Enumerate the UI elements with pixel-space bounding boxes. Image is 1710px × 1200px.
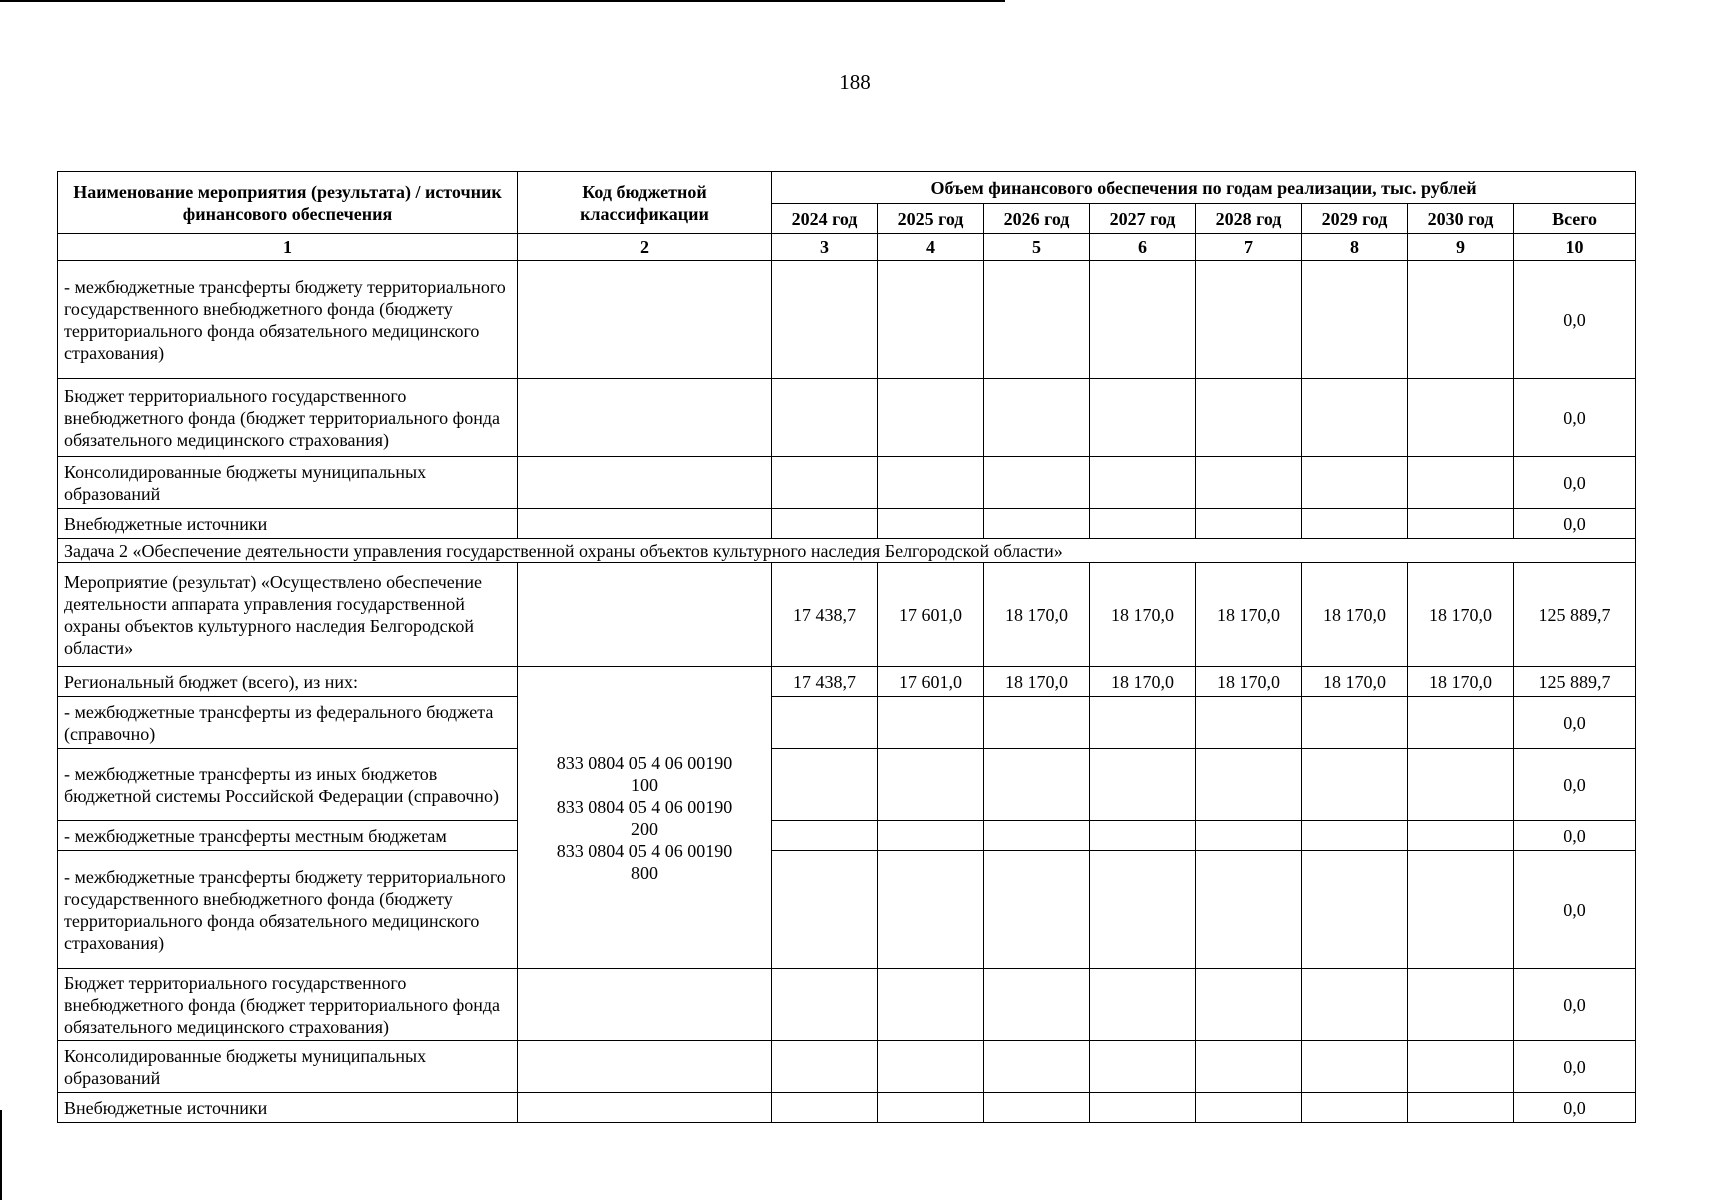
year-value: [1090, 509, 1196, 539]
year-value: [1196, 457, 1302, 509]
row-code: [518, 563, 772, 667]
year-value: [878, 1093, 984, 1123]
budget-code-line: 100: [631, 774, 658, 795]
table-row: [58, 667, 1636, 697]
year-value: [878, 697, 984, 749]
year-value: [1090, 1093, 1196, 1123]
header-code: Код бюджетной классификации: [518, 172, 772, 234]
year-value: [1302, 851, 1408, 969]
year-value: [1196, 379, 1302, 457]
financing-table: [57, 171, 1636, 1123]
year-value: [984, 1041, 1090, 1093]
year-value: [878, 821, 984, 851]
table-row: [58, 749, 1636, 821]
year-value: [1090, 969, 1196, 1041]
header-year: 2027 год: [1090, 204, 1196, 234]
year-value: 17 601,0: [878, 563, 984, 667]
year-value: [984, 261, 1090, 379]
year-value: [984, 697, 1090, 749]
header-year: 2026 год: [984, 204, 1090, 234]
year-value: [1196, 851, 1302, 969]
header-year: 2029 год: [1302, 204, 1408, 234]
year-value: 18 170,0: [984, 563, 1090, 667]
total-value: 0,0: [1514, 379, 1636, 457]
year-value: [1302, 749, 1408, 821]
page-number: 188: [839, 70, 871, 94]
year-value: [1196, 261, 1302, 379]
row-name: Консолидированные бюджеты муниципальных образований: [58, 1041, 518, 1093]
year-value: [1302, 1093, 1408, 1123]
column-number: 1: [58, 234, 518, 261]
task-title: Задача 2 «Обеспечение деятельности управления государственной охраны объектов культурного наследия Белгородской области»: [58, 539, 1636, 563]
total-value: 125 889,7: [1514, 667, 1636, 697]
header-total: Всего: [1514, 204, 1636, 234]
budget-code-line: 833 0804 05 4 06 00190: [556, 840, 733, 861]
year-value: [772, 1041, 878, 1093]
total-value: 0,0: [1514, 1093, 1636, 1123]
year-value: [984, 821, 1090, 851]
budget-code-line: 200: [631, 818, 658, 839]
year-value: [878, 851, 984, 969]
year-value: [1090, 261, 1196, 379]
year-value: [1090, 749, 1196, 821]
year-value: [1090, 457, 1196, 509]
row-name: - межбюджетные трансферты бюджету территориального государственного внебюджетного фонда (бюджету территориального фонда обязательного медицинского страхования): [58, 261, 518, 379]
year-value: [1196, 1041, 1302, 1093]
year-value: 18 170,0: [1408, 667, 1514, 697]
total-value: 0,0: [1514, 457, 1636, 509]
row-name: - межбюджетные трансферты бюджету территориального государственного внебюджетного фонда (бюджету территориального фонда обязательного медицинского страхования): [58, 851, 518, 969]
table-row: [58, 379, 1636, 457]
row-code: [518, 509, 772, 539]
year-value: [878, 749, 984, 821]
year-value: [772, 1093, 878, 1123]
column-numbers-row: [58, 234, 1636, 261]
year-value: [878, 969, 984, 1041]
year-value: [878, 261, 984, 379]
year-value: [878, 509, 984, 539]
year-value: [1408, 969, 1514, 1041]
column-number: 8: [1302, 234, 1408, 261]
table-row: [58, 1093, 1636, 1123]
row-name: - межбюджетные трансферты из иных бюджетов бюджетной системы Российской Федерации (справочно): [58, 749, 518, 821]
row-name: - межбюджетные трансферты из федерального бюджета (справочно): [58, 697, 518, 749]
row-code: [518, 969, 772, 1041]
year-value: [1408, 1093, 1514, 1123]
row-name: Консолидированные бюджеты муниципальных образований: [58, 457, 518, 509]
year-value: 18 170,0: [1302, 667, 1408, 697]
total-value: 0,0: [1514, 851, 1636, 969]
budget-code-line: 833 0804 05 4 06 00190: [556, 752, 733, 773]
table-row: [58, 969, 1636, 1041]
year-value: [1408, 851, 1514, 969]
table-row: [58, 821, 1636, 851]
year-value: [984, 749, 1090, 821]
year-value: [878, 379, 984, 457]
total-value: 0,0: [1514, 969, 1636, 1041]
total-value: 125 889,7: [1514, 563, 1636, 667]
year-value: [772, 261, 878, 379]
year-value: [1196, 697, 1302, 749]
row-name: Бюджет территориального государственного внебюджетного фонда (бюджет территориального фонда обязательного медицинского страхования): [58, 969, 518, 1041]
year-value: 18 170,0: [1090, 563, 1196, 667]
year-value: [1196, 1093, 1302, 1123]
year-value: 17 601,0: [878, 667, 984, 697]
year-value: [1408, 749, 1514, 821]
total-value: 0,0: [1514, 1041, 1636, 1093]
row-name: - межбюджетные трансферты местным бюджетам: [58, 821, 518, 851]
column-number: 4: [878, 234, 984, 261]
year-value: 17 438,7: [772, 667, 878, 697]
year-value: [772, 379, 878, 457]
total-value: 0,0: [1514, 821, 1636, 851]
total-value: 0,0: [1514, 749, 1636, 821]
row-name: Внебюджетные источники: [58, 1093, 518, 1123]
year-value: 18 170,0: [1196, 667, 1302, 697]
year-value: [1302, 821, 1408, 851]
total-value: 0,0: [1514, 261, 1636, 379]
total-value: 0,0: [1514, 509, 1636, 539]
header-name: Наименование мероприятия (результата) / источник финансового обеспечения: [58, 172, 518, 234]
column-number: 7: [1196, 234, 1302, 261]
row-name: Мероприятие (результат) «Осуществлено обеспечение деятельности аппарата управления государственной охраны объектов культурного наследия Белгородской области»: [58, 563, 518, 667]
header-year: 2030 год: [1408, 204, 1514, 234]
task-row: [58, 539, 1636, 563]
table-row: [58, 1041, 1636, 1093]
year-value: [772, 457, 878, 509]
year-value: [984, 1093, 1090, 1123]
column-number: 2: [518, 234, 772, 261]
year-value: [1302, 697, 1408, 749]
top-border-line: [0, 0, 1005, 2]
year-value: 18 170,0: [1196, 563, 1302, 667]
year-value: [1302, 1041, 1408, 1093]
year-value: 18 170,0: [1408, 563, 1514, 667]
year-value: [1408, 697, 1514, 749]
year-value: [984, 457, 1090, 509]
budget-code-cell: [518, 667, 772, 969]
year-value: [984, 509, 1090, 539]
year-value: [1408, 379, 1514, 457]
year-value: [772, 821, 878, 851]
column-number: 9: [1408, 234, 1514, 261]
year-value: [772, 749, 878, 821]
year-value: [1408, 821, 1514, 851]
row-code: [518, 1093, 772, 1123]
table-row: [58, 851, 1636, 969]
year-value: [1302, 379, 1408, 457]
year-value: [772, 509, 878, 539]
year-value: [772, 969, 878, 1041]
total-value: 0,0: [1514, 697, 1636, 749]
header-year: 2024 год: [772, 204, 878, 234]
year-value: [1090, 821, 1196, 851]
year-value: [1090, 697, 1196, 749]
table-row: [58, 697, 1636, 749]
year-value: [1196, 509, 1302, 539]
table-row: [58, 509, 1636, 539]
year-value: [878, 1041, 984, 1093]
budget-code-line: 833 0804 05 4 06 00190: [556, 796, 733, 817]
row-name: Бюджет территориального государственного внебюджетного фонда (бюджет территориального фонда обязательного медицинского страхования): [58, 379, 518, 457]
year-value: [1408, 457, 1514, 509]
year-value: [1196, 969, 1302, 1041]
row-code: [518, 1041, 772, 1093]
year-value: [1302, 261, 1408, 379]
year-value: [1090, 379, 1196, 457]
column-number: 5: [984, 234, 1090, 261]
year-value: [1302, 509, 1408, 539]
year-value: [1196, 821, 1302, 851]
year-value: 17 438,7: [772, 563, 878, 667]
header-year: 2028 год: [1196, 204, 1302, 234]
year-value: 18 170,0: [1302, 563, 1408, 667]
year-value: [1408, 509, 1514, 539]
year-value: [1090, 1041, 1196, 1093]
table-row: [58, 261, 1636, 379]
year-value: 18 170,0: [1090, 667, 1196, 697]
column-number: 6: [1090, 234, 1196, 261]
row-code: [518, 379, 772, 457]
header-volume: Объем финансового обеспечения по годам реализации, тыс. рублей: [772, 172, 1636, 204]
budget-code-line: 800: [631, 862, 658, 883]
column-number: 3: [772, 234, 878, 261]
year-value: [984, 851, 1090, 969]
year-value: [984, 379, 1090, 457]
row-code: [518, 261, 772, 379]
year-value: [1302, 969, 1408, 1041]
year-value: [1196, 749, 1302, 821]
row-name: Внебюджетные источники: [58, 509, 518, 539]
table-row: [58, 457, 1636, 509]
year-value: [984, 969, 1090, 1041]
table-row: [58, 563, 1636, 667]
row-code: [518, 457, 772, 509]
year-value: [1408, 1041, 1514, 1093]
left-border-line: [0, 1110, 2, 1200]
row-name: Региональный бюджет (всего), из них:: [58, 667, 518, 697]
year-value: [878, 457, 984, 509]
year-value: 18 170,0: [984, 667, 1090, 697]
year-value: [1408, 261, 1514, 379]
year-value: [772, 851, 878, 969]
year-value: [1302, 457, 1408, 509]
year-value: [1090, 851, 1196, 969]
header-year: 2025 год: [878, 204, 984, 234]
year-value: [772, 697, 878, 749]
column-number: 10: [1514, 234, 1636, 261]
